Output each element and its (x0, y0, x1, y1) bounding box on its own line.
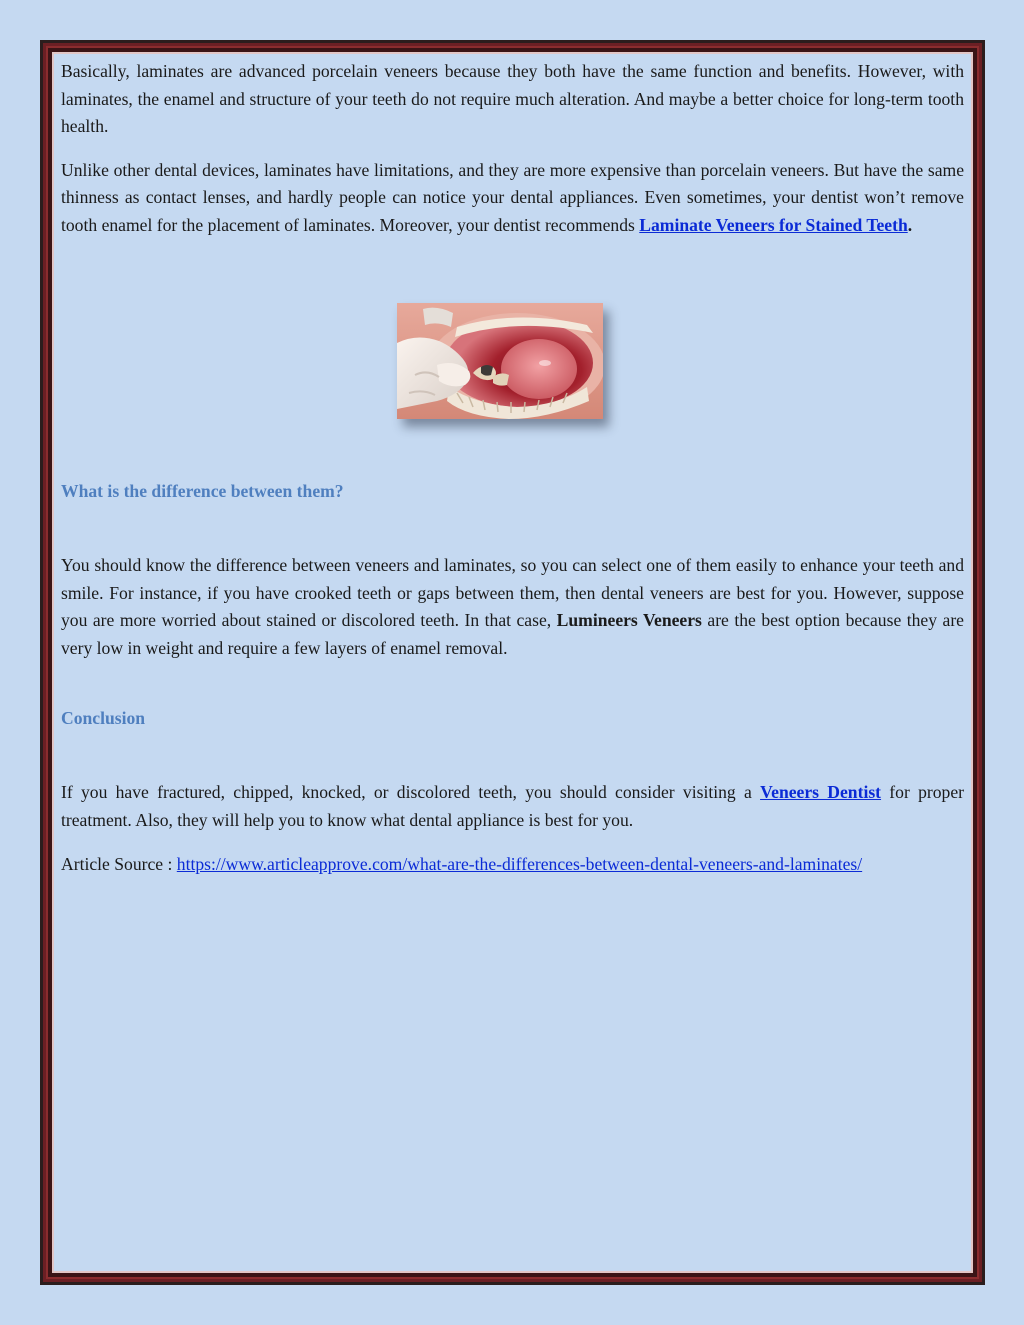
paragraph-text: If you have fractured, chipped, knocked, or discolored teeth, you should consider visiting a (61, 782, 761, 802)
lumineers-veneers-bold: Lumineers Veneers (556, 610, 702, 631)
laminate-veneers-link[interactable]: Laminate Veneers for Stained Teeth (639, 214, 908, 235)
paragraph-difference (61, 552, 964, 662)
paragraph-period: . (907, 214, 913, 235)
paragraph-laminates-intro: Basically, laminates are advanced porcelain veneers because they both have the same function and benefits. However, with laminates, the enamel and structure of your teeth do not require much alteration. And maybe a better choice for long-term tooth health. (61, 61, 964, 137)
paragraph-conclusion (61, 779, 964, 834)
heading-conclusion: Conclusion (61, 708, 146, 728)
paragraph-text: You should know the difference between veneers and laminates, so you can select one of them easily to enhance your teeth and smile. For instance, if you have crooked teeth or gaps between them, then dental veneers are best for you. However, suppose you are more worried about stained or discolored teeth. In that case, (61, 555, 964, 631)
paragraph-laminates-limitations (61, 157, 964, 240)
intro-section (61, 58, 964, 256)
paragraph-text: Unlike other dental devices, laminates have limitations, and they are more expensive than porcelain veneers. But have the same thinness as contact lenses, and hardly people can notice your dental appliances. Even sometimes, your dentist won’t remove tooth enamel for the placement of laminates. Moreover, your dentist recommends (61, 159, 964, 235)
article-source-link[interactable]: https://www.articleapprove.com/what-are-the-differences-between-dental-veneers-and-laminates/ (176, 854, 863, 874)
veneers-dentist-link[interactable]: Veneers Dentist (760, 782, 882, 802)
dental-exam-photo (397, 303, 603, 419)
paragraph-text: for proper treatment. Also, they will help you to know what dental appliance is best for you. (61, 782, 965, 830)
article-source (61, 851, 964, 879)
heading-difference: What is the difference between them? (61, 481, 344, 501)
article-source-label: Article Source : (61, 854, 177, 874)
paragraph-text: are the best option because they are very low in weight and require a few layers of enamel removal. (61, 610, 964, 658)
